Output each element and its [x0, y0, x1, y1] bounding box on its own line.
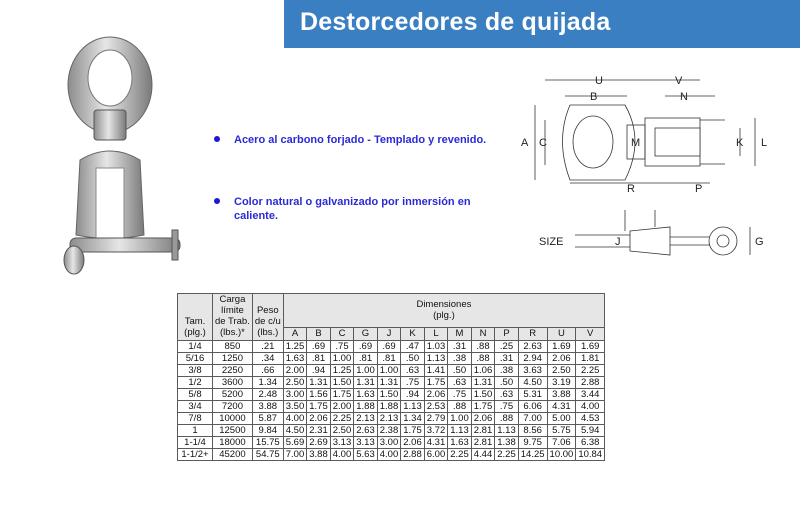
col-header-dim-v: V	[576, 327, 605, 340]
table-cell: 6.00	[424, 449, 448, 461]
table-cell: 3/4	[178, 401, 213, 413]
table-cell: 3.19	[547, 377, 576, 389]
table-cell: 9.75	[518, 437, 547, 449]
table-cell: 1.03	[424, 341, 448, 353]
table-cell: 2.53	[424, 401, 448, 413]
table-cell: 2.88	[576, 377, 605, 389]
table-cell: 5.63	[354, 449, 378, 461]
table-cell: .69	[377, 341, 401, 353]
table-cell: 5.75	[547, 425, 576, 437]
table-cell: 9.84	[252, 425, 283, 437]
table-cell: 1.69	[576, 341, 605, 353]
table-cell: 2.81	[471, 437, 495, 449]
table-cell: 3.63	[518, 365, 547, 377]
table-cell: 1.13	[424, 353, 448, 365]
table-cell: 1.88	[377, 401, 401, 413]
table-cell: 1-1/4	[178, 437, 213, 449]
col-header-tam: Tam. (plg.)	[178, 294, 213, 341]
table-cell: 1.13	[448, 425, 472, 437]
table-cell: .38	[495, 365, 519, 377]
table-cell: 7.00	[283, 449, 307, 461]
table-cell: 2.31	[307, 425, 331, 437]
bullet-2-line-2: caliente.	[234, 210, 279, 222]
table-cell: 2.06	[401, 437, 425, 449]
dim-label-u: U	[595, 75, 603, 87]
table-cell: 2.13	[377, 413, 401, 425]
dim-label-j: J	[615, 236, 621, 248]
table-cell: 1.34	[252, 377, 283, 389]
table-cell: 1.34	[401, 413, 425, 425]
table-cell: 2.50	[283, 377, 307, 389]
dim-label-n: N	[680, 91, 688, 103]
table-cell: 1.81	[576, 353, 605, 365]
table-cell: 4.00	[576, 401, 605, 413]
table-cell: 5/8	[178, 389, 213, 401]
bullet-dot-2	[214, 198, 220, 204]
table-cell: 1.25	[283, 341, 307, 353]
table-cell: .21	[252, 341, 283, 353]
table-cell: 1	[178, 425, 213, 437]
table-cell: 1.00	[448, 413, 472, 425]
col-header-dim-j: J	[377, 327, 401, 340]
table-cell: .88	[471, 353, 495, 365]
table-cell: 2.88	[401, 449, 425, 461]
table-cell: 4.50	[518, 377, 547, 389]
table-cell: 850	[213, 341, 253, 353]
table-row	[178, 365, 605, 377]
dim-label-c: C	[539, 137, 547, 149]
table-cell: 5.00	[547, 413, 576, 425]
table-cell: 7200	[213, 401, 253, 413]
table-cell: .75	[401, 377, 425, 389]
table-cell: 7.00	[518, 413, 547, 425]
table-cell: 2.48	[252, 389, 283, 401]
table-cell: 4.31	[424, 437, 448, 449]
table-cell: 2.25	[330, 413, 354, 425]
table-cell: .75	[330, 341, 354, 353]
table-cell: 2.25	[448, 449, 472, 461]
table-cell: 4.00	[377, 449, 401, 461]
table-cell: 1.13	[401, 401, 425, 413]
table-cell: 4.00	[330, 449, 354, 461]
table-cell: 3.13	[354, 437, 378, 449]
table-cell: .75	[448, 389, 472, 401]
table-cell: 3.88	[252, 401, 283, 413]
table-cell: 1.63	[448, 437, 472, 449]
table-cell: .31	[495, 353, 519, 365]
table-row	[178, 341, 605, 353]
table-row	[178, 401, 605, 413]
table-cell: 5/16	[178, 353, 213, 365]
table-cell: 2.79	[424, 413, 448, 425]
table-cell: 1.06	[471, 365, 495, 377]
table-cell: 4.50	[283, 425, 307, 437]
table-cell: 1.00	[330, 353, 354, 365]
table-cell: .69	[307, 341, 331, 353]
table-cell: .69	[354, 341, 378, 353]
dim-label-g: G	[755, 236, 764, 248]
table-cell: .50	[495, 377, 519, 389]
table-cell: 7.06	[547, 437, 576, 449]
table-cell: 7/8	[178, 413, 213, 425]
dim-label-l: L	[761, 137, 768, 149]
table-cell: 1.00	[377, 365, 401, 377]
table-cell: 2.06	[547, 353, 576, 365]
dim-label-p: P	[695, 183, 703, 195]
col-header-dim-b: B	[307, 327, 331, 340]
specifications-table	[177, 293, 605, 461]
table-cell: 1.69	[547, 341, 576, 353]
table-cell: 3.88	[307, 449, 331, 461]
bullet-1: Acero al carbono forjado - Templado y revenido.	[234, 134, 487, 146]
col-header-dim-c: C	[330, 327, 354, 340]
table-cell: 1/2	[178, 377, 213, 389]
table-cell: 1.50	[377, 389, 401, 401]
table-cell: .88	[495, 413, 519, 425]
table-cell: 2.13	[354, 413, 378, 425]
bullet-2-line-1: Color natural o galvanizado por inmersión en	[234, 196, 471, 208]
table-cell: 1-1/2+	[178, 449, 213, 461]
table-cell: 4.53	[576, 413, 605, 425]
table-cell: 3.13	[330, 437, 354, 449]
table-cell: 2.25	[495, 449, 519, 461]
table-cell: 8.56	[518, 425, 547, 437]
dim-label-size: SIZE	[539, 236, 564, 248]
table-cell: 2.94	[518, 353, 547, 365]
swivel-photo	[60, 30, 200, 310]
table-cell: .31	[448, 341, 472, 353]
table-cell: 2.63	[518, 341, 547, 353]
table-cell: 6.06	[518, 401, 547, 413]
col-header-dim-p: P	[495, 327, 519, 340]
table-cell: 3600	[213, 377, 253, 389]
table-cell: .88	[471, 341, 495, 353]
table-cell: 2.81	[471, 425, 495, 437]
table-cell: 1250	[213, 353, 253, 365]
table-cell: 1.31	[307, 377, 331, 389]
table-cell: 5.31	[518, 389, 547, 401]
table-cell: 10.84	[576, 449, 605, 461]
table-cell: 4.44	[471, 449, 495, 461]
table-cell: 45200	[213, 449, 253, 461]
col-header-dimensiones: Dimensiones (plg.)	[283, 294, 604, 328]
table-cell: 1.75	[424, 377, 448, 389]
table-cell: 1.00	[354, 365, 378, 377]
table-cell: 3.44	[576, 389, 605, 401]
table-cell: .94	[307, 365, 331, 377]
table-cell: 4.00	[283, 413, 307, 425]
table-cell: 5.87	[252, 413, 283, 425]
table-row	[178, 413, 605, 425]
table-cell: 1.75	[307, 401, 331, 413]
table-cell: 1.75	[330, 389, 354, 401]
col-header-carga: Carga límite de Trab. (lbs.)*	[213, 294, 253, 341]
col-header-dim-m: M	[448, 327, 472, 340]
table-cell: 4.31	[547, 401, 576, 413]
bullet-2	[234, 195, 471, 223]
dim-label-m: M	[631, 137, 641, 149]
table-row	[178, 425, 605, 437]
table-cell: .88	[448, 401, 472, 413]
dimension-diagram-bottom	[535, 205, 775, 275]
table-cell: .25	[495, 341, 519, 353]
table-cell: 2.25	[576, 365, 605, 377]
dim-label-b: B	[590, 91, 598, 103]
table-row	[178, 437, 605, 449]
table-cell: 6.38	[576, 437, 605, 449]
table-cell: .81	[354, 353, 378, 365]
table-cell: 2.63	[354, 425, 378, 437]
table-cell: 1.75	[401, 425, 425, 437]
table-cell: 3.00	[283, 389, 307, 401]
table-cell: 1.88	[354, 401, 378, 413]
table-cell: 2.06	[424, 389, 448, 401]
table-cell: 1.63	[283, 353, 307, 365]
table-row	[178, 377, 605, 389]
table-row	[178, 389, 605, 401]
dim-label-r: R	[627, 183, 635, 195]
table-cell: 1.25	[330, 365, 354, 377]
col-header-dim-n: N	[471, 327, 495, 340]
table-cell: 1.31	[471, 377, 495, 389]
table-cell: 18000	[213, 437, 253, 449]
table-cell: 1/4	[178, 341, 213, 353]
dimension-diagram-top	[515, 70, 785, 195]
table-cell: 10000	[213, 413, 253, 425]
table-cell: .66	[252, 365, 283, 377]
col-header-dim-u: U	[547, 327, 576, 340]
table-cell: 3.72	[424, 425, 448, 437]
table-cell: 1.50	[330, 377, 354, 389]
table-cell: 1.31	[377, 377, 401, 389]
table-cell: 2.06	[307, 413, 331, 425]
table-cell: 12500	[213, 425, 253, 437]
table-cell: .81	[307, 353, 331, 365]
table-cell: 2.00	[330, 401, 354, 413]
table-row	[178, 449, 605, 461]
table-cell: 54.75	[252, 449, 283, 461]
table-cell: .63	[448, 377, 472, 389]
table-cell: 5.94	[576, 425, 605, 437]
col-header-dim-a: A	[283, 327, 307, 340]
table-cell: 2250	[213, 365, 253, 377]
table-cell: 3.50	[283, 401, 307, 413]
table-cell: .50	[401, 353, 425, 365]
dim-label-a: A	[521, 137, 529, 149]
col-header-dim-g: G	[354, 327, 378, 340]
table-cell: .34	[252, 353, 283, 365]
table-cell: 1.63	[354, 389, 378, 401]
table-cell: 2.50	[547, 365, 576, 377]
table-cell: 3.88	[547, 389, 576, 401]
table-cell: 1.56	[307, 389, 331, 401]
bullet-dot-1	[214, 136, 220, 142]
table-cell: 10.00	[547, 449, 576, 461]
table-cell: 1.50	[471, 389, 495, 401]
table-cell: 5200	[213, 389, 253, 401]
table-cell: 5.69	[283, 437, 307, 449]
dim-label-v: V	[675, 75, 683, 87]
table-cell: 2.06	[471, 413, 495, 425]
col-header-dim-k: K	[401, 327, 425, 340]
table-cell: 1.75	[471, 401, 495, 413]
table-cell: 3/8	[178, 365, 213, 377]
table-cell: 1.41	[424, 365, 448, 377]
table-cell: .94	[401, 389, 425, 401]
dim-label-k: K	[736, 137, 744, 149]
table-cell: 2.69	[307, 437, 331, 449]
table-cell: 3.00	[377, 437, 401, 449]
table-cell: .75	[495, 401, 519, 413]
table-cell: 14.25	[518, 449, 547, 461]
table-cell: 1.38	[495, 437, 519, 449]
table-cell: .63	[401, 365, 425, 377]
table-cell: .50	[448, 365, 472, 377]
header-bar	[284, 0, 800, 48]
table-cell: 1.13	[495, 425, 519, 437]
col-header-dim-l: L	[424, 327, 448, 340]
table-body	[178, 341, 605, 461]
table-cell: 1.31	[354, 377, 378, 389]
col-header-peso: Peso de c/u (lbs.)	[252, 294, 283, 341]
table-cell: 15.75	[252, 437, 283, 449]
table-cell: 2.38	[377, 425, 401, 437]
table-cell: .47	[401, 341, 425, 353]
table-cell: 2.50	[330, 425, 354, 437]
table-cell: .38	[448, 353, 472, 365]
table-row	[178, 353, 605, 365]
table-cell: .63	[495, 389, 519, 401]
table-cell: 2.00	[283, 365, 307, 377]
page-title: Destorcedores de quijada	[300, 8, 611, 36]
col-header-dim-r: R	[518, 327, 547, 340]
table-cell: .81	[377, 353, 401, 365]
